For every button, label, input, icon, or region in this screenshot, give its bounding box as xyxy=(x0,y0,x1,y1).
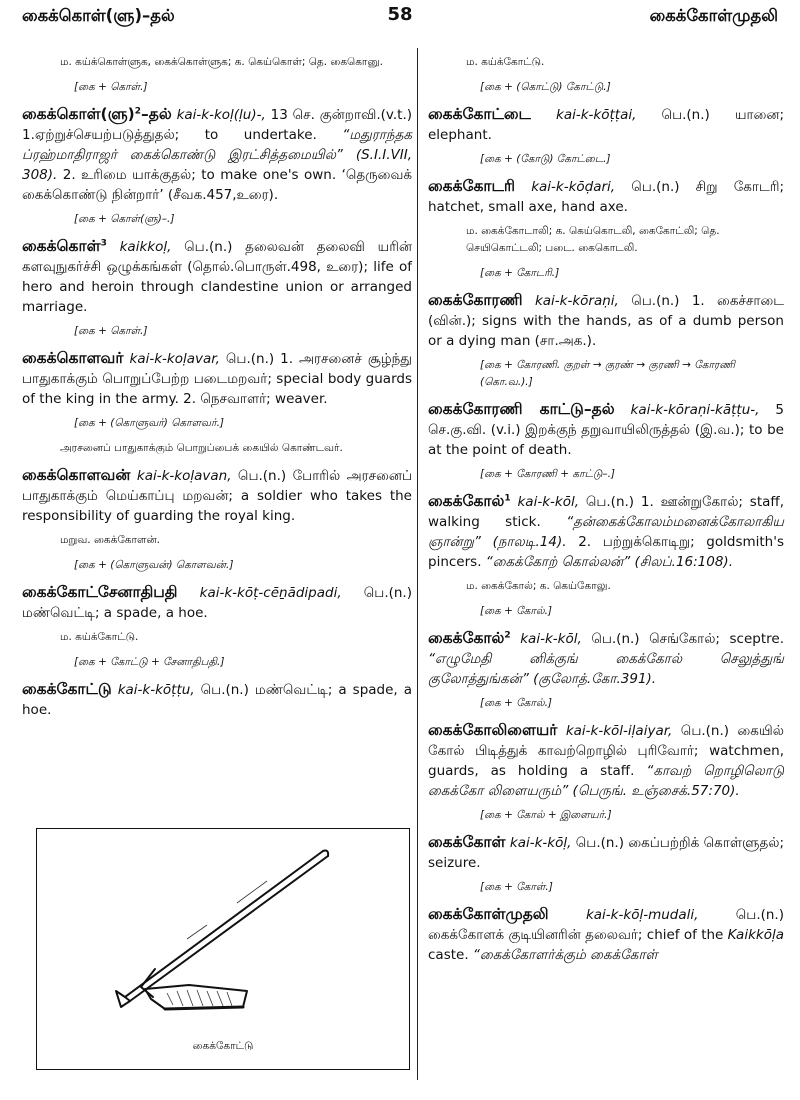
homonym-number: 1 xyxy=(504,493,511,504)
quotation: “கைக்கோளர்க்கும் கைக்கோள் xyxy=(472,947,658,963)
headword: கைக்கோரணி xyxy=(428,291,523,309)
spade-shading xyxy=(227,992,232,1006)
definition: பெ.(n.) 1. அரசனைச் சூழ்ந்து பாதுகாக்கும் பொறுப்பேற்ற படைமறவர்; special body guards of the king in the army. 2. நெசவாளர்; weaver. xyxy=(22,351,412,407)
column-divider xyxy=(417,48,418,1080)
definition: 13 செ. குன்றாவி.(v.t.) 1.ஏற்றுச்செயற்படுத்துதல்; to undertake. xyxy=(22,107,413,143)
explanatory-note: அரசனைப் பாதுகாக்கும் பொறுப்பைக் கையில் கொண்டவர். xyxy=(60,442,343,454)
headword: கைக்கொளவர் xyxy=(22,349,124,367)
handle-shading xyxy=(187,925,207,939)
spade-handle xyxy=(130,856,328,1001)
spade-handle xyxy=(125,851,323,997)
definition: பெ.(n.) கைக்கோளக் குடியினரின் தலைவர்; chief of the xyxy=(428,907,784,943)
definition: பெ.(n.) சிறு கோடரி; hatchet, small axe, hand axe. xyxy=(428,179,784,215)
etymology: [கை + கோல்.] xyxy=(480,697,553,709)
headword: கைக்கோல் xyxy=(428,629,505,647)
cognates: ம. கய்க்கொள்ளுக, கைக்கொள்ளுக; க. கெய்கொள்; தெ. கைகொனு. xyxy=(60,56,383,68)
definition: 2. பற்றுக்கொடிறு; goldsmith's pincers. xyxy=(428,534,784,570)
definition: பெ.(n.) மண்வெட்டி; a spade, a hoe. xyxy=(22,585,412,621)
quotation: “காவற் றொழிலொடு கைக்கோ லிளையரும்” (பெருங். உஞ்சைக்.57:70). xyxy=(428,763,784,799)
spade-handle-butt xyxy=(116,991,130,1007)
dictionary-entry xyxy=(428,399,784,460)
dictionary-entry xyxy=(428,720,784,801)
transliteration: kaikkoḷ, xyxy=(119,239,172,255)
spade-shading xyxy=(187,990,193,1006)
headword: கைக்கோள்முதலி xyxy=(428,905,549,923)
cognates: ம. கய்க்கோட்டு. xyxy=(466,56,545,68)
right-column xyxy=(428,48,784,969)
transliteration: kai-k-kōraṇi, xyxy=(534,293,619,309)
spade-shading xyxy=(217,991,223,1006)
transliteration: kai-k-kōl-iḷaiyar, xyxy=(565,723,673,739)
transliteration: kai-k-kōṭṭai, xyxy=(556,107,637,123)
etymology: [கை + கோரணி + காட்டு–.] xyxy=(480,468,616,480)
transliteration: kai-k-kōḷ-mudali, xyxy=(585,907,699,923)
headword: கைக்கொளவன் xyxy=(22,466,131,484)
illustration-figure xyxy=(36,828,410,1070)
definition: பெ.(n.) 1. ஊன்றுகோல்; staff, walking stick. xyxy=(428,494,784,530)
etymology: [கை + (கொளுவன்) கொளவன்.] xyxy=(74,559,234,571)
transliteration: kai-k-kōl, xyxy=(517,494,580,510)
headword: கைக்கோல் xyxy=(428,492,505,510)
quotation: “மதுராந்தக ப்ரஹ்மாதிராஜர் கைக்கொண்டு இரட்சித்தமையில்” (S.I.I.VII, 308). xyxy=(22,127,412,183)
page-number: 58 xyxy=(387,4,413,25)
etymology: [கை + கோடரி.] xyxy=(480,267,560,279)
dictionary-entry xyxy=(428,104,784,145)
transliteration: kai-k-kōḍari, xyxy=(531,179,616,195)
headword: கைக்கோள் xyxy=(428,833,506,851)
left-column xyxy=(22,48,412,724)
dictionary-entry xyxy=(428,176,784,217)
transliteration: kai-k-kōṭ-cēṉādipadi, xyxy=(199,585,342,601)
definition: பெ.(n.) 1. கைச்சாடை (வின்.); signs with the hands, as of a dumb person or a dying man (சா.அக.). xyxy=(428,293,784,349)
dictionary-entry xyxy=(22,236,412,317)
spade-shading xyxy=(207,991,213,1006)
header-left-guideword: கைக்கொள்(ளு)–தல் xyxy=(22,6,175,25)
header-right-guideword: கைக்கோள்முதலி xyxy=(649,6,778,25)
dictionary-entry xyxy=(22,465,412,526)
etymology: [கை + கோல் + இளையர்.] xyxy=(480,809,612,821)
quotation: “தன்கைக்கோலம்மனைக்கோலாகிய ஞான்று” (நாலடி.14). xyxy=(428,514,784,550)
transliteration: kai-k-kōraṇi-kāṭṭu-, xyxy=(630,402,760,418)
headword: கைக்கொள் xyxy=(22,237,101,255)
dictionary-entry xyxy=(428,491,784,572)
etymology: [கை + கோள்.] xyxy=(480,881,553,893)
homonym-number: 3 xyxy=(100,238,107,249)
dictionary-entry xyxy=(428,290,784,351)
etymology: [கை + கொள்.] xyxy=(74,81,148,93)
cognates: ம. கைக்கோடாலி; க. கெய்கொடலி, கைகோட்லி; தெ. செயிகொட்டலி; படை. கைகொடலி. xyxy=(466,225,720,254)
etymology: [கை + கோட்டு + சேனாதிபதி.] xyxy=(74,656,225,668)
definition: caste. xyxy=(428,947,473,963)
transliteration: kai-k-koḷavar, xyxy=(129,351,220,367)
etymology: [கை + கொள்.] xyxy=(74,325,148,337)
dictionary-entry xyxy=(428,832,784,873)
homonym-number: 2 xyxy=(504,630,511,641)
figure-caption: கைக்கோட்டு xyxy=(192,1040,254,1052)
dictionary-entry xyxy=(22,679,412,720)
page-header xyxy=(22,6,778,32)
spade-shading xyxy=(177,991,183,1006)
definition: 2. உரிமை யாக்குதல்; to make one's own. ‘தெருவைக் கைக்கொண்டு நின்றார்’ (சீவக.457,உரை). xyxy=(22,167,412,203)
etymology: [கை + (கோடு) கோட்டை.] xyxy=(480,153,611,165)
transliteration: kai-k-kōḷ, xyxy=(509,835,572,851)
cognates: ம. கய்க்கோட்டு. xyxy=(60,631,139,643)
headword: கைக்கோட்டு xyxy=(22,680,112,698)
spade-blade-edge xyxy=(165,1007,243,1009)
headword: கைக்கோலிளையர் xyxy=(428,721,558,739)
headword: கைக்கோட்சேனாதிபதி xyxy=(22,583,178,601)
etymology: [கை + (கொளுவர்) கொளவர்.] xyxy=(74,417,225,429)
transliteration: kai-k-koḷ(ḷu)-, xyxy=(176,107,266,123)
definition: பெ.(n.) செங்கோல்; sceptre. xyxy=(581,631,784,647)
headword-suffix: –தல் xyxy=(583,400,615,418)
spade-shading xyxy=(167,993,173,1005)
headword: கைக்கொள்(ளு) xyxy=(22,105,135,123)
definition: பெ.(n.) போரில் அரசனைப் பாதுகாக்கும் மெய்காப்பு மறவன்; a soldier who takes the responsibility of guarding the royal king. xyxy=(22,468,412,524)
definition: பெ.(n.) கைப்பற்றிக் கொள்ளுதல்; seizure. xyxy=(428,835,784,871)
dictionary-entry xyxy=(22,582,412,623)
dictionary-entry xyxy=(428,628,784,689)
caste-name: Kaikkōḷa xyxy=(727,927,784,943)
dictionary-entry xyxy=(22,104,412,205)
cognates: மறுவ. கைக்கோளன். xyxy=(60,534,160,546)
quotation: “கைக்கோற் கொல்லன்” (சிலப்.16:108). xyxy=(485,554,733,570)
etymology: [கை + கொள்(ளு)–.] xyxy=(74,213,175,225)
headword: கைக்கோட்டை xyxy=(428,105,531,123)
dictionary-entry xyxy=(22,348,412,409)
headword-suffix: –தல் xyxy=(141,105,172,123)
spade-shading xyxy=(197,990,203,1006)
transliteration: kai-k-kōṭṭu, xyxy=(117,682,195,698)
definition: பெ.(n.) யானை; elephant. xyxy=(428,107,784,143)
definition: பெ.(n.) தலைவன் தலைவி யரின் களவுநுகர்ச்சி ஒழுக்கங்கள் (தொல்.பொருள்.498, உரை); life of hero and heroin through clandestine union or arranged marriage. xyxy=(22,239,412,315)
definition: 5 செ.கு.வி. (v.i.) இறக்குந் தறுவாயிலிருத்தல் (இ.வ.); to be at the point of death. xyxy=(428,402,785,458)
handle-shading xyxy=(237,881,267,903)
cognates: ம. கைக்கோல்; க. கெய்கோலு. xyxy=(466,580,611,592)
transliteration: kai-k-koḷavan, xyxy=(136,468,232,484)
spade-illustration xyxy=(37,829,407,1029)
headword: கைக்கோரணி காட்டு xyxy=(428,400,584,418)
definition: பெ.(n.) மண்வெட்டி; a spade, a hoe. xyxy=(22,682,412,718)
dictionary-entry xyxy=(428,904,784,965)
etymology: [கை + கோல்.] xyxy=(480,605,553,617)
definition: பெ.(n.) கையில் கோல் பிடித்துக் காவற்றொழில் புரிவோர்; watchmen, guards, as holding a staff. xyxy=(428,723,784,779)
quotation: “எழுமேதி னிக்குங் கைக்கோல் செலுத்துங் குலோத்துங்கன்” (குலோத்.கோ.391). xyxy=(428,651,784,687)
transliteration: kai-k-kōl, xyxy=(520,631,582,647)
etymology: [கை + கோரணி. குறள் → குரண் → குரணி → கோரணி (கொ.வ.).] xyxy=(480,359,735,388)
etymology: [கை + (கொட்டு) கோட்டு.] xyxy=(480,81,611,93)
homonym-number: 2 xyxy=(134,106,141,117)
headword: கைக்கோடரி xyxy=(428,177,516,195)
spade-handle-end xyxy=(323,851,328,856)
